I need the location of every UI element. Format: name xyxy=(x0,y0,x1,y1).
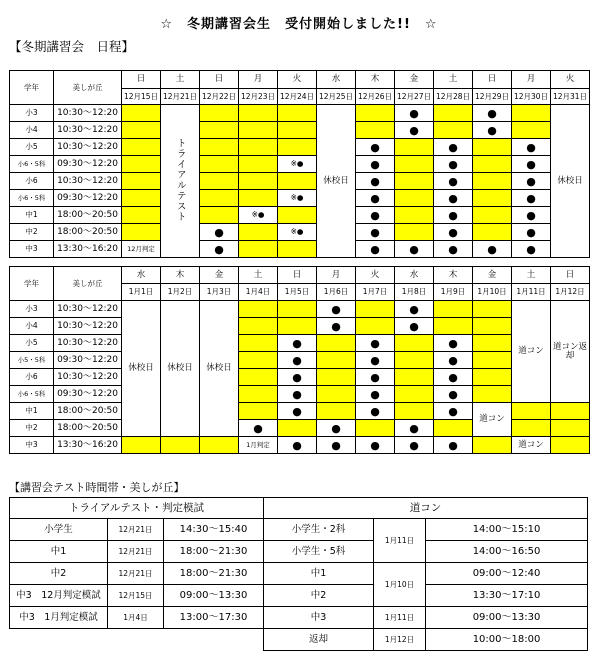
location-header: 美しが丘 xyxy=(54,267,122,301)
no-class-cell: ● xyxy=(278,352,317,369)
test-times-table xyxy=(9,497,588,651)
no-class-cell: ● xyxy=(512,224,551,241)
grade-cell: 小6・5科 xyxy=(10,190,54,207)
no-class-cell: ● xyxy=(239,420,278,437)
weekday-cell: 月 xyxy=(317,267,356,284)
dokon-cell: 道コン xyxy=(512,437,551,454)
class-day-cell xyxy=(278,420,317,437)
closed-day-cell: 休校日 xyxy=(200,301,239,437)
no-class-cell: ● xyxy=(434,156,473,173)
weekday-cell: 火 xyxy=(356,267,395,284)
class-day-cell xyxy=(473,301,512,318)
class-day-cell xyxy=(278,139,317,156)
page-title: ☆ 冬期講習会生 受付開始しました!! ☆ xyxy=(160,17,438,32)
no-class-cell: ● xyxy=(278,386,317,403)
class-day-cell xyxy=(473,224,512,241)
grade-cell: 小5・5科 xyxy=(10,352,54,369)
no-class-cell: ● xyxy=(356,139,395,156)
class-day-cell xyxy=(317,369,356,386)
no-class-cell: ● xyxy=(200,241,239,258)
class-day-cell xyxy=(473,190,512,207)
time-cell: 09:30～12:20 xyxy=(54,190,122,207)
no-class-cell: ● xyxy=(356,190,395,207)
weekday-cell: 日 xyxy=(473,71,512,89)
no-class-cell: ● xyxy=(434,403,473,420)
class-day-cell xyxy=(122,156,161,173)
test-date-cell: 1月11日 xyxy=(374,519,426,563)
class-day-cell xyxy=(317,335,356,352)
date-cell: 12月25日 xyxy=(317,89,356,105)
class-day-cell xyxy=(434,318,473,335)
test-name-cell: 小学生・5科 xyxy=(264,541,374,563)
test-time-cell: 18:00～21:30 xyxy=(164,541,264,563)
class-day-cell xyxy=(395,190,434,207)
date-cell: 1月7日 xyxy=(356,284,395,301)
date-cell: 12月23日 xyxy=(239,89,278,105)
class-day-cell xyxy=(395,173,434,190)
class-day-cell xyxy=(317,403,356,420)
weekday-cell: 金 xyxy=(200,267,239,284)
class-day-cell xyxy=(239,352,278,369)
no-class-cell: ● xyxy=(395,437,434,454)
class-day-cell xyxy=(239,335,278,352)
no-class-cell: ● xyxy=(434,437,473,454)
weekday-cell: 土 xyxy=(434,71,473,89)
test-schedule-heading: 【講習会テスト時間帯・美しが丘】 xyxy=(9,481,185,494)
time-cell: 10:30～12:20 xyxy=(54,173,122,190)
grade-cell: 中2 xyxy=(10,224,54,241)
test-time-cell: 09:00～12:40 xyxy=(426,563,588,585)
no-class-cell: ● xyxy=(278,369,317,386)
class-day-cell xyxy=(434,301,473,318)
date-cell: 12月24日 xyxy=(278,89,317,105)
date-cell: 1月1日 xyxy=(122,284,161,301)
class-day-cell xyxy=(395,369,434,386)
class-day-cell xyxy=(200,437,239,454)
closed-day-cell: 休校日 xyxy=(161,301,200,437)
test-name-cell: 中2 xyxy=(264,585,374,607)
time-cell: 18:00～20:50 xyxy=(54,207,122,224)
class-day-cell xyxy=(473,335,512,352)
weekday-cell: 土 xyxy=(161,71,200,89)
class-day-cell xyxy=(239,156,278,173)
weekday-cell: 水 xyxy=(317,71,356,89)
no-class-cell: ● xyxy=(317,437,356,454)
assessment-test-cell: 12月判定 xyxy=(122,241,161,258)
closed-day-cell: 休校日 xyxy=(317,105,356,258)
time-cell: 10:30～12:20 xyxy=(54,122,122,139)
grade-cell: 中1 xyxy=(10,207,54,224)
class-day-cell xyxy=(395,207,434,224)
no-class-cell: ● xyxy=(356,403,395,420)
date-cell: 12月30日 xyxy=(512,89,551,105)
no-class-cell: ● xyxy=(434,173,473,190)
empty-cell xyxy=(164,629,264,651)
weekday-cell: 金 xyxy=(395,71,434,89)
class-day-cell xyxy=(473,207,512,224)
class-day-cell xyxy=(356,301,395,318)
class-day-cell xyxy=(161,437,200,454)
class-day-cell xyxy=(122,207,161,224)
class-day-cell xyxy=(200,207,239,224)
trial-test-label: トライアルテスト xyxy=(174,137,186,222)
dokon-header: 道コン xyxy=(264,498,588,519)
no-class-cell: ● xyxy=(200,224,239,241)
test-date-cell: 12月21日 xyxy=(108,563,164,585)
class-day-cell xyxy=(239,386,278,403)
test-time-cell: 09:00～13:30 xyxy=(164,585,264,607)
no-class-cell: ● xyxy=(395,420,434,437)
date-cell: 1月11日 xyxy=(512,284,551,301)
class-day-cell xyxy=(239,241,278,258)
empty-cell xyxy=(10,629,108,651)
class-day-cell xyxy=(278,241,317,258)
class-day-cell xyxy=(278,207,317,224)
class-day-cell xyxy=(356,122,395,139)
no-class-cell: ● xyxy=(512,241,551,258)
grade-cell: 中2 xyxy=(10,420,54,437)
test-name-cell: 小学生・2科 xyxy=(264,519,374,541)
time-cell: 09:30～12:20 xyxy=(54,386,122,403)
no-class-cell: ● xyxy=(395,241,434,258)
grade-cell: 小4 xyxy=(10,122,54,139)
no-class-cell: ● xyxy=(317,318,356,335)
class-day-cell xyxy=(473,156,512,173)
time-cell: 13:30～16:20 xyxy=(54,437,122,454)
weekday-cell: 土 xyxy=(239,267,278,284)
grade-header: 学年 xyxy=(10,267,54,301)
no-class-cell: ● xyxy=(512,190,551,207)
date-cell: 12月21日 xyxy=(161,89,200,105)
empty-cell xyxy=(108,629,164,651)
no-class-cell: ● xyxy=(434,352,473,369)
weekday-cell: 火 xyxy=(551,71,590,89)
no-class-cell: ● xyxy=(512,139,551,156)
no-class-cell: ● xyxy=(434,386,473,403)
date-cell: 12月28日 xyxy=(434,89,473,105)
test-time-cell: 13:00～17:30 xyxy=(164,607,264,629)
class-day-cell xyxy=(356,420,395,437)
date-cell: 12月26日 xyxy=(356,89,395,105)
test-name-cell: 中3 xyxy=(264,607,374,629)
class-day-cell xyxy=(122,122,161,139)
grade-cell: 小5 xyxy=(10,139,54,156)
assessment-test-cell: 1月判定 xyxy=(239,437,278,454)
no-class-cell: ● xyxy=(356,224,395,241)
dokon-cell: 道コン xyxy=(512,301,551,403)
no-class-cell: ※● xyxy=(239,207,278,224)
weekday-cell: 日 xyxy=(278,267,317,284)
time-cell: 09:30～12:20 xyxy=(54,352,122,369)
class-day-cell xyxy=(239,105,278,122)
weekday-cell: 木 xyxy=(161,267,200,284)
class-day-cell xyxy=(239,224,278,241)
class-day-cell xyxy=(356,105,395,122)
december-schedule-table xyxy=(9,70,590,258)
class-day-cell xyxy=(278,301,317,318)
class-day-cell xyxy=(395,386,434,403)
date-cell: 12月29日 xyxy=(473,89,512,105)
grade-cell: 小5 xyxy=(10,335,54,352)
test-time-cell: 10:00～18:00 xyxy=(426,629,588,651)
test-name-cell: 小学生 xyxy=(10,519,108,541)
time-cell: 18:00～20:50 xyxy=(54,224,122,241)
weekday-cell: 日 xyxy=(122,71,161,89)
no-class-cell: ● xyxy=(434,207,473,224)
time-cell: 10:30～12:20 xyxy=(54,318,122,335)
no-class-cell: ● xyxy=(473,122,512,139)
class-day-cell xyxy=(239,301,278,318)
class-day-cell xyxy=(434,420,473,437)
class-day-cell xyxy=(395,156,434,173)
time-cell: 10:30～12:20 xyxy=(54,335,122,352)
weekday-cell: 月 xyxy=(512,71,551,89)
date-cell: 12月15日 xyxy=(122,89,161,105)
no-class-cell: ● xyxy=(356,156,395,173)
grade-cell: 小6・5科 xyxy=(10,156,54,173)
location-header: 美しが丘 xyxy=(54,71,122,105)
class-day-cell xyxy=(200,156,239,173)
weekday-cell: 日 xyxy=(200,71,239,89)
test-name-cell: 中3 12月判定模試 xyxy=(10,585,108,607)
date-cell: 12月31日 xyxy=(551,89,590,105)
time-cell: 10:30～12:20 xyxy=(54,301,122,318)
grade-cell: 中3 xyxy=(10,241,54,258)
test-date-cell: 1月11日 xyxy=(374,607,426,629)
no-class-cell: ● xyxy=(434,241,473,258)
schedule-heading: 【冬期講習会 日程】 xyxy=(9,39,135,54)
class-day-cell xyxy=(395,335,434,352)
class-day-cell xyxy=(317,352,356,369)
class-day-cell xyxy=(122,105,161,122)
no-class-cell: ● xyxy=(356,241,395,258)
no-class-cell: ● xyxy=(512,156,551,173)
time-cell: 13:30～16:20 xyxy=(54,241,122,258)
class-day-cell xyxy=(278,318,317,335)
no-class-cell: ● xyxy=(512,207,551,224)
test-name-cell: 中3 1月判定模試 xyxy=(10,607,108,629)
closed-day-cell: 休校日 xyxy=(122,301,161,437)
test-time-cell: 09:00～13:30 xyxy=(426,607,588,629)
class-day-cell xyxy=(473,318,512,335)
closed-day-cell: 休校日 xyxy=(551,105,590,258)
no-class-cell: ● xyxy=(434,369,473,386)
grade-cell: 中1 xyxy=(10,403,54,420)
test-time-cell: 14:30～15:40 xyxy=(164,519,264,541)
class-day-cell xyxy=(473,386,512,403)
date-cell: 1月3日 xyxy=(200,284,239,301)
class-day-cell xyxy=(200,139,239,156)
class-day-cell xyxy=(473,369,512,386)
class-day-cell xyxy=(551,403,590,420)
no-class-cell: ● xyxy=(434,335,473,352)
class-day-cell xyxy=(473,352,512,369)
date-cell: 1月9日 xyxy=(434,284,473,301)
time-cell: 10:30～12:20 xyxy=(54,105,122,122)
class-day-cell xyxy=(512,420,551,437)
weekday-cell: 水 xyxy=(122,267,161,284)
no-class-cell: ※● xyxy=(278,156,317,173)
january-schedule-table xyxy=(9,266,590,454)
no-class-cell: ● xyxy=(434,139,473,156)
class-day-cell xyxy=(395,352,434,369)
test-date-cell: 12月21日 xyxy=(108,541,164,563)
class-day-cell xyxy=(122,139,161,156)
no-class-cell: ● xyxy=(317,420,356,437)
class-day-cell xyxy=(473,173,512,190)
date-cell: 1月4日 xyxy=(239,284,278,301)
grade-cell: 小6 xyxy=(10,173,54,190)
no-class-cell: ● xyxy=(434,190,473,207)
no-class-cell: ● xyxy=(317,301,356,318)
weekday-cell: 月 xyxy=(239,71,278,89)
weekday-cell: 金 xyxy=(473,267,512,284)
time-cell: 09:30～12:20 xyxy=(54,156,122,173)
no-class-cell: ● xyxy=(473,241,512,258)
date-cell: 1月6日 xyxy=(317,284,356,301)
class-day-cell xyxy=(200,173,239,190)
no-class-cell: ● xyxy=(434,224,473,241)
no-class-cell: ● xyxy=(356,207,395,224)
class-day-cell xyxy=(200,105,239,122)
test-name-cell: 中1 xyxy=(264,563,374,585)
no-class-cell: ● xyxy=(356,173,395,190)
test-date-cell: 1月12日 xyxy=(374,629,426,651)
no-class-cell: ● xyxy=(278,335,317,352)
time-cell: 10:30～12:20 xyxy=(54,369,122,386)
no-class-cell: ※● xyxy=(278,224,317,241)
grade-cell: 小6・5科 xyxy=(10,386,54,403)
class-day-cell xyxy=(239,369,278,386)
no-class-cell: ● xyxy=(395,301,434,318)
no-class-cell: ● xyxy=(278,437,317,454)
dokon-cell: 道コン xyxy=(473,403,512,437)
weekday-cell: 火 xyxy=(278,71,317,89)
class-day-cell xyxy=(278,122,317,139)
class-day-cell xyxy=(278,173,317,190)
no-class-cell: ● xyxy=(356,335,395,352)
class-day-cell xyxy=(473,437,512,454)
no-class-cell: ● xyxy=(278,403,317,420)
class-day-cell xyxy=(239,139,278,156)
class-day-cell xyxy=(512,105,551,122)
test-date-cell: 1月10日 xyxy=(374,563,426,607)
test-time-cell: 14:00～15:10 xyxy=(426,519,588,541)
date-cell: 12月27日 xyxy=(395,89,434,105)
test-name-cell: 中2 xyxy=(10,563,108,585)
date-cell: 1月2日 xyxy=(161,284,200,301)
class-day-cell xyxy=(395,224,434,241)
no-class-cell: ● xyxy=(512,173,551,190)
test-time-cell: 14:00～16:50 xyxy=(426,541,588,563)
test-date-cell: 1月4日 xyxy=(108,607,164,629)
no-class-cell: ● xyxy=(356,437,395,454)
date-cell: 12月22日 xyxy=(200,89,239,105)
grade-cell: 小3 xyxy=(10,301,54,318)
time-cell: 18:00～20:50 xyxy=(54,403,122,420)
class-day-cell xyxy=(512,403,551,420)
class-day-cell xyxy=(512,122,551,139)
class-day-cell xyxy=(551,420,590,437)
class-day-cell xyxy=(239,173,278,190)
weekday-cell: 土 xyxy=(512,267,551,284)
class-day-cell xyxy=(122,437,161,454)
test-time-cell: 13:30～17:10 xyxy=(426,585,588,607)
no-class-cell: ● xyxy=(473,105,512,122)
class-day-cell xyxy=(278,105,317,122)
test-name-cell: 中1 xyxy=(10,541,108,563)
trial-test-header: トライアルテスト・判定模試 xyxy=(10,498,264,519)
no-class-cell: ※● xyxy=(278,190,317,207)
class-day-cell xyxy=(200,122,239,139)
date-cell: 1月10日 xyxy=(473,284,512,301)
weekday-cell: 日 xyxy=(551,267,590,284)
class-day-cell xyxy=(200,190,239,207)
class-day-cell xyxy=(239,318,278,335)
date-cell: 1月5日 xyxy=(278,284,317,301)
time-cell: 10:30～12:20 xyxy=(54,139,122,156)
dokon-return-cell: 道コン返却 xyxy=(551,301,590,403)
trial-test-cell xyxy=(161,105,200,258)
time-cell: 18:00～20:50 xyxy=(54,420,122,437)
no-class-cell: ● xyxy=(356,352,395,369)
class-day-cell xyxy=(317,386,356,403)
class-day-cell xyxy=(434,122,473,139)
test-date-cell: 12月21日 xyxy=(108,519,164,541)
test-name-cell: 返却 xyxy=(264,629,374,651)
grade-cell: 小4 xyxy=(10,318,54,335)
no-class-cell: ● xyxy=(395,122,434,139)
class-day-cell xyxy=(434,105,473,122)
date-cell: 1月8日 xyxy=(395,284,434,301)
no-class-cell: ● xyxy=(395,105,434,122)
grade-cell: 中3 xyxy=(10,437,54,454)
no-class-cell: ● xyxy=(356,369,395,386)
class-day-cell xyxy=(122,224,161,241)
grade-cell: 小3 xyxy=(10,105,54,122)
class-day-cell xyxy=(239,190,278,207)
class-day-cell xyxy=(122,190,161,207)
class-day-cell xyxy=(356,318,395,335)
test-date-cell: 12月15日 xyxy=(108,585,164,607)
class-day-cell xyxy=(395,403,434,420)
weekday-cell: 木 xyxy=(356,71,395,89)
class-day-cell xyxy=(473,139,512,156)
date-cell: 1月12日 xyxy=(551,284,590,301)
class-day-cell xyxy=(395,139,434,156)
grade-header: 学年 xyxy=(10,71,54,105)
class-day-cell xyxy=(239,122,278,139)
class-day-cell xyxy=(239,403,278,420)
no-class-cell: ● xyxy=(356,386,395,403)
weekday-cell: 水 xyxy=(395,267,434,284)
grade-cell: 小6 xyxy=(10,369,54,386)
class-day-cell xyxy=(551,437,590,454)
no-class-cell: ● xyxy=(395,318,434,335)
test-time-cell: 18:00～21:30 xyxy=(164,563,264,585)
weekday-cell: 木 xyxy=(434,267,473,284)
class-day-cell xyxy=(122,173,161,190)
